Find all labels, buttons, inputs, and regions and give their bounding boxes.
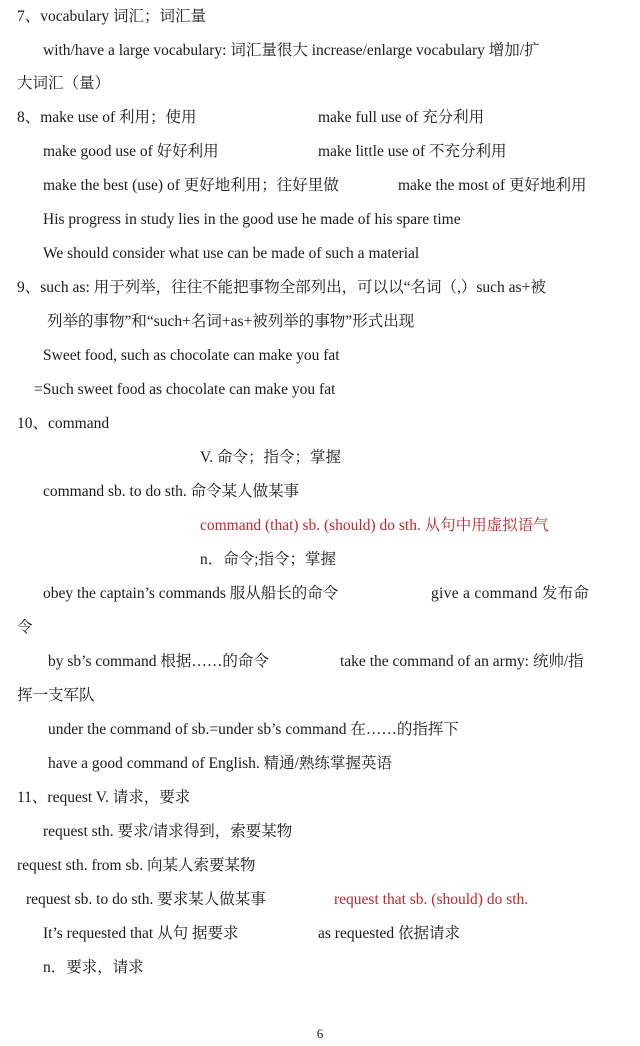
section-8-phrase-full-use: make full use of 充分利用 bbox=[318, 109, 485, 126]
section-11-phrase-4: It’s requested that 从句 据要求 bbox=[43, 925, 239, 942]
section-10-noun-def: n．命令;指令；掌握 bbox=[200, 551, 337, 568]
section-8-example-2: We should consider what use can be made of such a material bbox=[43, 245, 420, 262]
section-11-phrase-2: request sth. from sb. 向某人索要某物 bbox=[17, 857, 256, 874]
section-10-phrase-by: by sb’s command 根据……的命令 bbox=[48, 653, 269, 670]
section-9-example-2: =Such sweet food as chocolate can make you fat bbox=[34, 381, 336, 398]
section-7-phrase-cont: 大词汇（量） bbox=[17, 75, 111, 92]
section-10-phrase-give: give a command 发布命 bbox=[431, 585, 590, 602]
section-10-heading: 10、command bbox=[17, 415, 110, 432]
section-7-heading: 7、vocabulary 词汇；词汇量 bbox=[17, 8, 206, 25]
section-11-phrase-1: request sth. 要求/请求得到，索要某物 bbox=[43, 823, 293, 840]
section-11-subjunctive-note: request that sb. (should) do sth. bbox=[334, 891, 529, 908]
section-8-phrase-little-use: make little use of 不充分利用 bbox=[318, 143, 507, 160]
section-9-example-1: Sweet food, such as chocolate can make you fat bbox=[43, 347, 340, 364]
section-11-phrase-as-requested: as requested 依据请求 bbox=[318, 925, 461, 942]
section-8-phrase-most-of: make the most of 更好地利用 bbox=[398, 177, 587, 194]
section-10-subjunctive-note: command (that) sb. (should) do sth. 从句中用虚拟语气 bbox=[200, 517, 549, 534]
section-10-verb-def: V. 命令；指令；掌握 bbox=[200, 449, 341, 466]
section-8-heading: 8、make use of 利用；使用 bbox=[17, 109, 197, 126]
section-8-example-1: His progress in study lies in the good use he made of his spare time bbox=[43, 211, 461, 228]
section-7-phrase: with/have a large vocabulary: 词汇量很大 increase/enlarge vocabulary 增加/扩 bbox=[43, 42, 540, 59]
section-11-phrase-3: request sb. to do sth. 要求某人做某事 bbox=[26, 891, 266, 908]
section-10-phrase-under: under the command of sb.=under sb’s command 在……的指挥下 bbox=[48, 721, 459, 738]
section-8-phrase-best-use: make the best (use) of 更好地利用；往好里做 bbox=[43, 177, 339, 194]
section-10-phrase-take-cont: 挥一支军队 bbox=[17, 687, 95, 704]
section-10-phrase-obey: obey the captain’s commands 服从船长的命令 bbox=[43, 585, 339, 602]
section-9-heading: 9、such as: 用于列举，往往不能把事物全部列出，可以以“名词（,）such as+被 bbox=[17, 279, 546, 296]
section-10-phrase-give-cont: 令 bbox=[17, 619, 33, 636]
section-11-heading: 11、request V. 请求，要求 bbox=[17, 789, 191, 806]
section-10-phrase-take: take the command of an army: 统帅/指 bbox=[340, 653, 584, 670]
section-8-phrase-good-use: make good use of 好好利用 bbox=[43, 143, 219, 160]
section-9-heading-cont: 列举的事物”和“such+名词+as+被列举的事物”形式出现 bbox=[47, 313, 415, 330]
section-11-noun-def: n．要求，请求 bbox=[43, 959, 144, 976]
page-number: 6 bbox=[316, 1026, 324, 1041]
section-10-phrase-good-command: have a good command of English. 精通/熟练掌握英语 bbox=[48, 755, 392, 772]
section-10-phrase-1: command sb. to do sth. 命令某人做某事 bbox=[43, 483, 300, 500]
